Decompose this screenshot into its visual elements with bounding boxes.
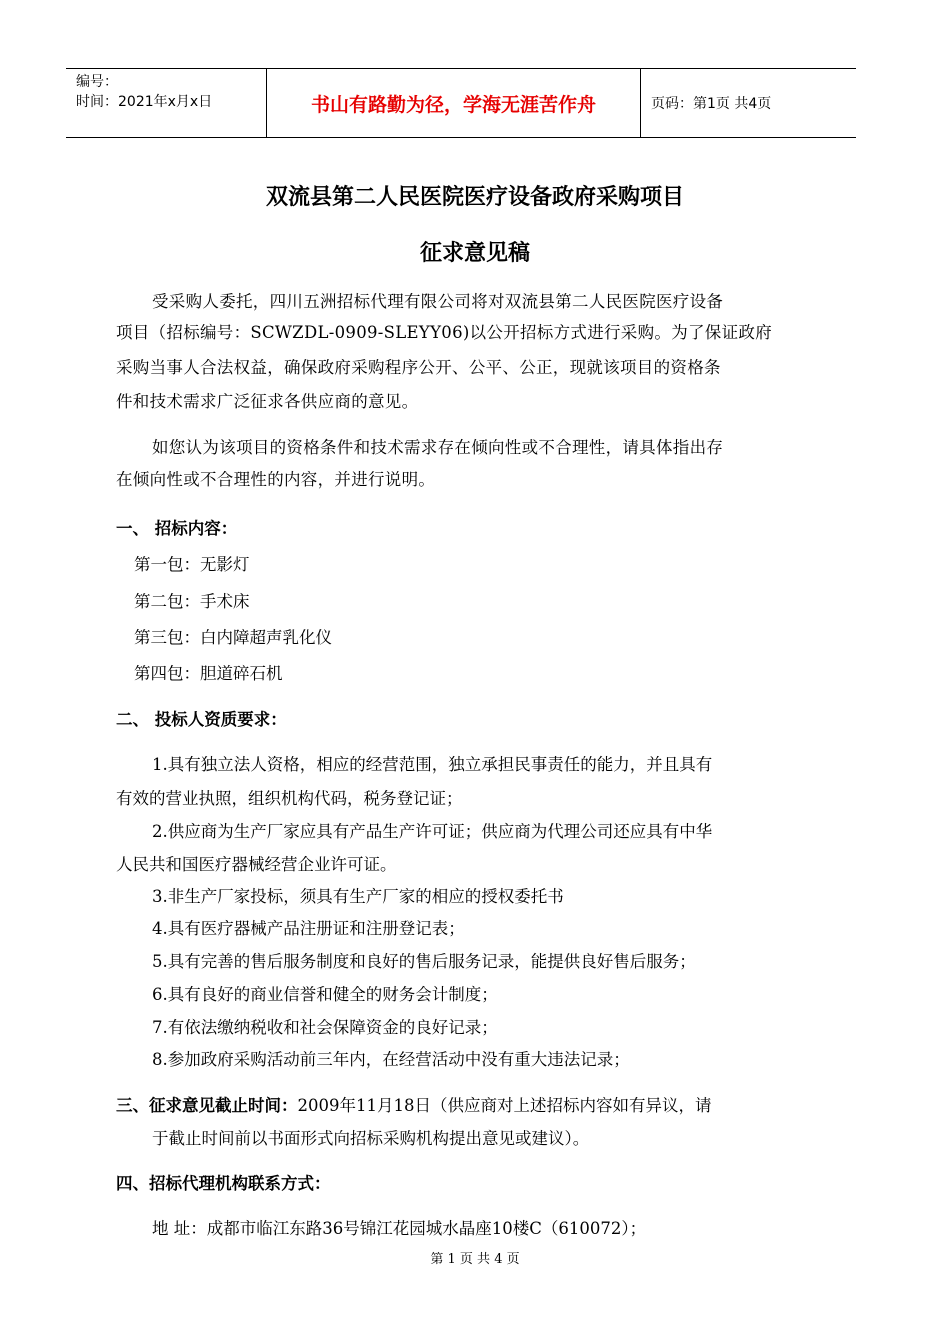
requirement-line: 3.非生产厂家投标，须具有生产厂家的相应的授权委托书 <box>152 887 564 906</box>
requirement-line: 4.具有医疗器械产品注册证和注册登记表； <box>152 919 465 938</box>
requirement-line: 有效的营业执照，组织机构代码，税务登记证； <box>116 789 463 808</box>
requirement-line: 6.具有良好的商业信誉和健全的财务会计制度； <box>152 985 498 1004</box>
page-footer: 第 1 页 共 4 页 <box>430 1252 520 1267</box>
intro-line: 受采购人委托，四川五洲招标代理有限公司将对双流县第二人民医院医疗设备 <box>152 292 724 311</box>
agency-address: 地 址：成都市临江东路36号锦江花园城水晶座10楼C（610072）； <box>152 1219 647 1238</box>
header-table <box>66 68 856 138</box>
requirement-line: 7.有依法缴纳税收和社会保障资金的良好记录； <box>152 1018 498 1037</box>
intro-line: 如您认为该项目的资格条件和技术需求存在倾向性或不合理性，请具体指出存 <box>152 438 724 457</box>
section3-heading: 三、征求意见截止时间： <box>116 1096 298 1115</box>
package-item: 第四包：胆道碎石机 <box>134 664 283 683</box>
deadline-text: 2009年11月18日（供应商对上述招标内容如有异议，请 <box>297 1096 712 1115</box>
section2-heading: 二、 投标人资质要求： <box>116 710 287 729</box>
document-subtitle: 征求意见稿 <box>419 241 530 266</box>
section4-heading: 四、招标代理机构联系方式： <box>116 1174 331 1193</box>
intro-line: 项目（招标编号：SCWZDL-0909-SLEYY06)以公开招标方式进行采购。为了保证政府 <box>116 323 773 342</box>
intro-line: 在倾向性或不合理性的内容，并进行说明。 <box>116 470 436 489</box>
page-number-label: 页码：第1页 共4页 <box>651 96 772 112</box>
requirement-line: 人民共和国医疗器械经营企业许可证。 <box>116 855 397 874</box>
intro-line: 件和技术需求广泛征求各供应商的意见。 <box>116 392 419 411</box>
time-label: 时间：2021年x月x日 <box>76 94 213 110</box>
number-label: 编号： <box>76 74 118 90</box>
package-item: 第三包：白内障超声乳化仪 <box>134 628 332 647</box>
deadline-text-cont: 于截止时间前以书面形式向招标采购机构提出意见或建议）。 <box>152 1129 590 1148</box>
package-item: 第一包：无影灯 <box>134 555 250 574</box>
requirement-line: 1.具有独立法人资格，相应的经营范围，独立承担民事责任的能力，并且具有 <box>152 755 713 774</box>
requirement-line: 2.供应商为生产厂家应具有产品生产许可证；供应商为代理公司还应具有中华 <box>152 822 713 841</box>
document-title: 双流县第二人民医院医疗设备政府采购项目 <box>265 185 684 210</box>
intro-line: 采购当事人合法权益，确保政府采购程序公开、公平、公正，现就该项目的资格条 <box>116 358 721 377</box>
section3-line <box>116 1092 711 1116</box>
header-motto: 书山有路勤为径，学海无涯苦作舟 <box>267 69 641 137</box>
requirement-line: 8.参加政府采购活动前三年内，在经营活动中没有重大违法记录； <box>152 1050 630 1069</box>
requirement-line: 5.具有完善的售后服务制度和良好的售后服务记录，能提供良好售后服务； <box>152 952 696 971</box>
header-meta-cell <box>66 69 267 137</box>
package-item: 第二包：手术床 <box>134 592 250 611</box>
section1-heading: 一、 招标内容： <box>116 519 238 538</box>
